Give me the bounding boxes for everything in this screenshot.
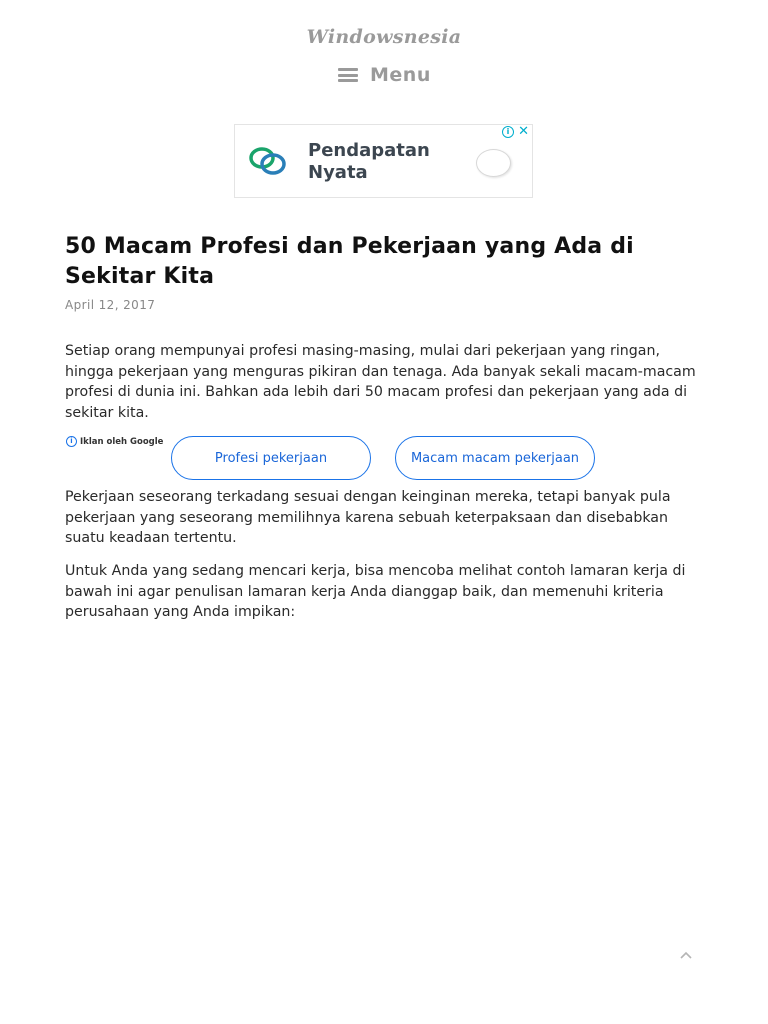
- ad-close-icon[interactable]: ✕: [518, 124, 529, 139]
- ad-headline: Pendapatan Nyata: [308, 140, 430, 183]
- ad-logo-icon: [247, 143, 289, 179]
- ad-banner[interactable]: [234, 124, 533, 198]
- ads-by-google-label[interactable]: [66, 436, 163, 447]
- article-paragraph-3: Untuk Anda yang sedang mencari kerja, bisa mencoba melihat contoh lamaran kerja di bawah ini agar penulisan lamaran kerja Anda dianggap baik, dan memenuhi kriteria perusahaan yang Anda impikan:: [65, 563, 686, 621]
- scroll-to-top-button[interactable]: [678, 948, 694, 964]
- article-title: 50 Macam Profesi dan Pekerjaan yang Ada di Sekitar Kita: [65, 234, 634, 289]
- chevron-up-icon: [680, 951, 692, 959]
- ad-info-icon[interactable]: i: [502, 126, 514, 138]
- article-date[interactable]: April 12, 2017: [65, 298, 156, 312]
- related-search-button-1[interactable]: Profesi pekerjaan: [171, 436, 371, 480]
- menu-toggle-button[interactable]: [338, 62, 431, 88]
- site-title[interactable]: Windowsnesia: [306, 26, 462, 48]
- article-paragraph-1: Setiap orang mempunyai profesi masing-masing, mulai dari pekerjaan yang ringan, hingga pekerjaan yang menguras pikiran dan tenaga. Ada banyak sekali macam-macam profesi di dunia ini. Bahkan ada lebih dari 50 macam profesi dan pekerjaan yang ada di sekitar kita.: [65, 343, 696, 421]
- menu-label: Menu: [370, 64, 431, 86]
- ads-by-text: Iklan oleh Google: [80, 436, 164, 447]
- hamburger-icon: [338, 68, 358, 82]
- related-search-button-2[interactable]: Macam macam pekerjaan: [395, 436, 595, 480]
- info-icon: i: [66, 436, 77, 447]
- ad-cta-circle[interactable]: [476, 149, 511, 177]
- article-paragraph-2: Pekerjaan seseorang terkadang sesuai dengan keinginan mereka, tetapi banyak pula pekerjaan yang seseorang memilihnya karena sebuah keterpaksaan dan disebabkan suatu keadaan tertentu.: [65, 489, 671, 547]
